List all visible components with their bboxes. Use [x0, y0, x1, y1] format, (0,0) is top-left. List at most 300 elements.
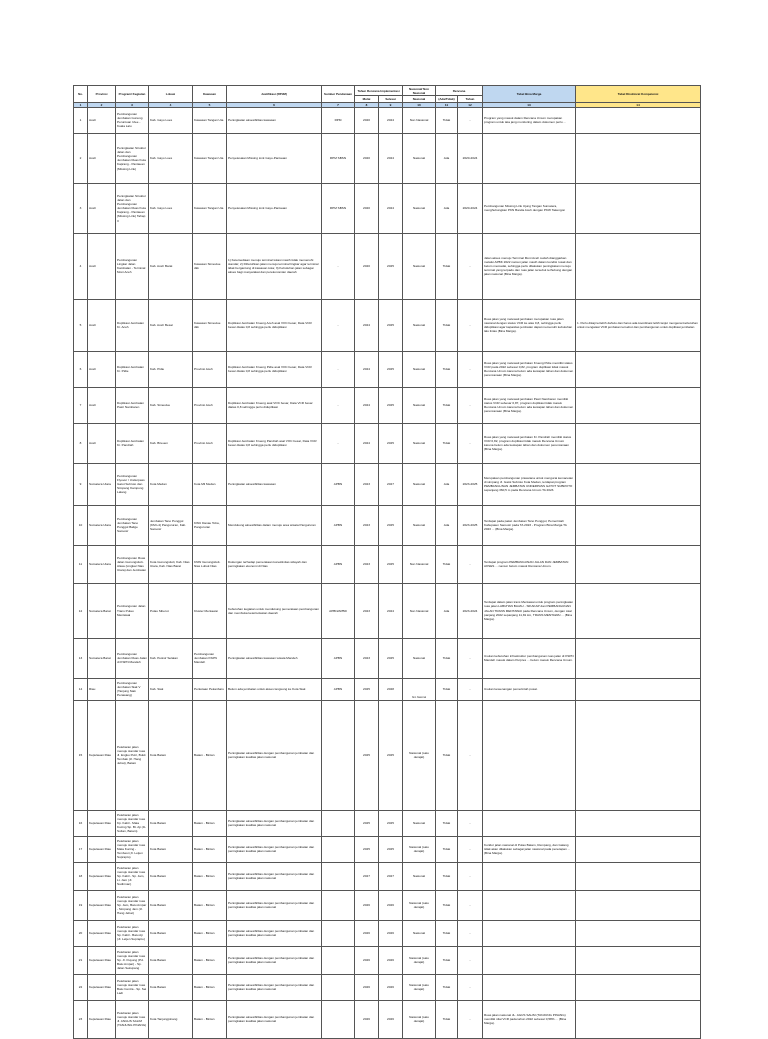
- row-tabel-bina: Terdapat dalam jalan trans Mentawai untuk program peningkatan ruas jalan LABUHAN BAJAU - SIKAKAP dan PEMBANGUNAN JALAN TRANS MENTAWAI pada Rencana Umum, dengan total panjang 2022 sepanjang 11,81 km, TRANS MENTAWAI ... (Bina Marga).: [483, 583, 576, 638]
- row-tahun: -: [458, 233, 483, 299]
- row-kawasan: Kawasan Tangan Uta: [193, 183, 227, 233]
- row-sumber: -: [322, 233, 355, 299]
- row-program: Pelebaran jalan menuju standar ruas Jl. ANGUS SALIM (TANJUNG PINANG): [116, 1000, 149, 1038]
- row-provinsi: Kepulauan Riau: [88, 700, 116, 810]
- row-tabel-direktorat: [576, 133, 701, 183]
- row-sumber: [322, 890, 355, 920]
- row-selesai: 2025: [379, 505, 403, 545]
- row-tabel-direktorat: [576, 107, 701, 133]
- row-tabel-direktorat: [576, 678, 701, 700]
- row-lokasi: Kota Batam: [149, 836, 193, 862]
- row-selesai: 2026: [379, 946, 403, 974]
- row-number: 2: [74, 133, 88, 183]
- row-mulai: 2026: [355, 946, 379, 974]
- row-number: 13: [74, 638, 88, 678]
- row-program: Duplikasi Jembatan Kr. Pandrah: [116, 423, 149, 463]
- row-kawasan: Kawasan Simeulue dkk: [193, 233, 227, 299]
- row-selesai: 2024: [379, 107, 403, 133]
- row-tabel-direktorat: [576, 351, 701, 387]
- row-sumber: [322, 862, 355, 890]
- row-selesai: 2027: [379, 862, 403, 890]
- row-tabel-bina: Ruas jalan yang melewati jembatan merupakan ruas jalan nasional dengan status VCR ke atas 0,8, sehingga perlu diduplikasi agar kapasitas jembatan dapat memenuhi kebutuhan lalu lintas (Bina Marga).: [483, 299, 576, 351]
- row-sumber: APBN: [322, 463, 355, 505]
- row-number: 4: [74, 233, 88, 299]
- row-provinsi: Kepulauan Riau: [88, 920, 116, 946]
- row-tabel-direktorat: [576, 583, 701, 638]
- row-tahun: -: [458, 946, 483, 974]
- row-kawasan: Batam - Bintan: [193, 862, 227, 890]
- row-justifikasi: Kebutuhan kegiatan untuk mendukung pemerataan pembangunan dan membuka keterisolasian daerah: [227, 583, 322, 638]
- row-program: Pembangunan Jembatan Tano Ponggol Balige Samosir: [116, 505, 149, 545]
- row-selesai: 2025: [379, 545, 403, 583]
- row-justifikasi: Belum ada jembatan untuk akses langsung ke Kota Siak: [227, 678, 322, 700]
- row-selesai: 2028: [379, 678, 403, 700]
- header-ada-tidak: (Ada/Tidak): [436, 96, 458, 102]
- row-mulai: 2026: [355, 920, 379, 946]
- row-lokasi: Kota Tanjungpinang: [149, 1000, 193, 1038]
- row-nasional: Nasional: [403, 505, 436, 545]
- row-mulai: 2023: [355, 583, 379, 638]
- row-nasional: Nasional: [403, 133, 436, 183]
- row-nasional: Non Nasional: [403, 583, 436, 638]
- col-number: 4: [149, 102, 193, 107]
- row-ada-tidak: Tidak: [436, 946, 458, 974]
- row-ada-tidak: Tidak: [436, 299, 458, 351]
- row-nasional: Nasional (satu derajat): [403, 946, 436, 974]
- row-program: Pelebaran jalan menuju standar ruas Sp. Kabil - Batu Aji (Jl. Letjen Suprapto): [116, 920, 149, 946]
- header-tahun: Tahun: [458, 96, 483, 102]
- row-tabel-direktorat: [576, 638, 701, 678]
- row-lokasi: Kab. Simeulue: [149, 387, 193, 423]
- row-kawasan: Kawasan Tangan Uta: [193, 107, 227, 133]
- row-selesai: 2026: [379, 1000, 403, 1038]
- row-provinsi: Sumatera Barat: [88, 583, 116, 638]
- row-sumber: RPM: [322, 107, 355, 133]
- row-tabel-bina: [483, 890, 576, 920]
- row-program: Duplikasi Jembatan Pasir Nambaren: [116, 387, 149, 423]
- row-tabel-direktorat: [576, 387, 701, 423]
- row-lokasi: Kota Batam: [149, 920, 193, 946]
- row-selesai: 2025: [379, 836, 403, 862]
- row-ada-tidak: Tidak: [436, 233, 458, 299]
- row-nasional: Non Nasional: [403, 545, 436, 583]
- row-nasional: Nasional: [403, 638, 436, 678]
- row-ada-tidak: Tidak: [436, 836, 458, 862]
- row-selesai: 2025: [379, 299, 403, 351]
- col-number: 10: [403, 102, 436, 107]
- row-mulai: 2025: [355, 700, 379, 810]
- row-lokasi: Kota Batam: [149, 810, 193, 836]
- row-kawasan: Batam - Bintan: [193, 974, 227, 1000]
- row-tabel-bina: Jalan akses menuju Terminal Moni Aceh sudah dianggarkan melalui APBK 2022 namun jalan masih dalam kondisi rusak dan belum memadai, sehingga perlu dilakukan peningkatan menuju terminal yang terpadu dan ruas jalan tersebut terhubung dengan jalan nasional (Bina Marga).: [483, 233, 576, 299]
- row-ada-tidak: Tidak: [436, 638, 458, 678]
- row-ada-tidak: Ada: [436, 505, 458, 545]
- row-ada-tidak: Tidak: [436, 387, 458, 423]
- row-provinsi: Aceh: [88, 233, 116, 299]
- table-row: [74, 810, 701, 836]
- row-nasional: Non Nasional: [403, 107, 436, 133]
- row-number: 7: [74, 387, 88, 423]
- row-tabel-bina: Terdapat pada paket Jembatan Tano Ponggol, Pemerintah Kabupaten Samosir pada TA 2023 - Program Bina Marga TA 2023 ... (Bina Marga).: [483, 505, 576, 545]
- row-tahun: -: [458, 351, 483, 387]
- row-tahun: 2023-2025: [458, 505, 483, 545]
- table-row: [74, 387, 701, 423]
- row-justifikasi: Peningkatan aksesibilitas dengan pembangunan jembatan dan peningkatan kualitas jalan nasional: [227, 920, 322, 946]
- row-number: 5: [74, 299, 88, 351]
- row-kawasan: Provinsi Aceh: [193, 351, 227, 387]
- col-number: 1: [74, 102, 88, 107]
- col-number: 12: [458, 102, 483, 107]
- row-tabel-bina: Pembangunan Missing Link Ujung Tangan Sumatera, menghubungkan PKN Banda Aceh dengan PKW Takengon: [483, 183, 576, 233]
- row-selesai: 2025: [379, 700, 403, 810]
- row-number: 16: [74, 810, 88, 836]
- row-kawasan: Batam - Bintan: [193, 700, 227, 810]
- row-provinsi: Aceh: [88, 387, 116, 423]
- row-tabel-direktorat: [576, 423, 701, 463]
- row-ada-tidak: Tidak: [436, 1000, 458, 1038]
- row-justifikasi: Peningkatan aksesibilitas dengan pembangunan jembatan dan peningkatan kualitas jalan nasional: [227, 836, 322, 862]
- row-sumber: [322, 836, 355, 862]
- table-row: [74, 299, 701, 351]
- row-ada-tidak: Tidak: [436, 700, 458, 810]
- row-tabel-bina: [483, 920, 576, 946]
- row-sumber: APBN: [322, 505, 355, 545]
- table-header: [74, 86, 701, 103]
- table-row: [74, 836, 701, 862]
- row-program: Pembangunan Ruas Jalan Gunungsitoli-Alasa (Lingkar Nias Utara) dan Jembatan: [116, 545, 149, 583]
- row-kawasan: Provinsi Aceh: [193, 387, 227, 423]
- col-number: 3: [116, 102, 149, 107]
- row-tabel-direktorat: [576, 974, 701, 1000]
- row-ada-tidak: Tidak: [436, 545, 458, 583]
- row-mulai: 2025: [355, 836, 379, 862]
- row-justifikasi: Peningkatan aksesibilitas kawasan wisata Mandeh: [227, 638, 322, 678]
- row-program: Pelebaran jalan menuju standar ruas Sp. Jl. Duyung (Pd. Batu Ampar) - Sp. Jalan Sekupang: [116, 946, 149, 974]
- row-kawasan: Batam - Bintan: [193, 810, 227, 836]
- col-number: 14: [576, 102, 701, 107]
- row-mulai: 2023: [355, 638, 379, 678]
- row-ada-tidak: Tidak: [436, 351, 458, 387]
- col-number: 5: [193, 102, 227, 107]
- row-tabel-bina: Ruas jalan yang melewati jembatan Pasir Nambaren memiliki status VCR sebesar 0,87, program duplikasi tidak masuk Rencana Umum karena belum ada kesiapan lahan dan dokumen perencanaan (Bina Marga).: [483, 387, 576, 423]
- row-sumber: [322, 920, 355, 946]
- row-justifikasi: Peningkatan aksesibilitas dengan pembangunan jembatan dan peningkatan kualitas jalan nasional: [227, 974, 322, 1000]
- row-provinsi: Kepulauan Riau: [88, 946, 116, 974]
- header-mulai: Mulai: [355, 96, 379, 102]
- row-mulai: 2020: [355, 183, 379, 233]
- row-tahun: -: [458, 423, 483, 463]
- row-tabel-bina: [483, 946, 576, 974]
- row-mulai: 2020: [355, 233, 379, 299]
- row-provinsi: Riau: [88, 678, 116, 700]
- row-justifikasi: 1) Ketersediaan menuju terminal lokasi masih tidak memenuhi standar; 2) Dibutuhkan jalan menuju terminal lingkar agar terminal tidak bergantung di kawasan kota; 3) Kebutuhan jalan sebagai akses bagi masyarakat dan perekonomian daerah: [227, 233, 322, 299]
- row-mulai: 2023: [355, 505, 379, 545]
- row-selesai: 2024: [379, 133, 403, 183]
- row-lokasi: Kab. Bireuen: [149, 423, 193, 463]
- row-tabel-bina: [483, 700, 576, 810]
- row-lokasi: Kab. Aceh Besar: [149, 299, 193, 351]
- row-mulai: 2024: [355, 299, 379, 351]
- table-row: [74, 351, 701, 387]
- row-nasional: Nasional: [403, 351, 436, 387]
- row-justifikasi: Peningkatan aksesibilitas dengan pembangunan jembatan dan peningkatan kualitas jalan nasional: [227, 700, 322, 810]
- row-tabel-direktorat: [576, 810, 701, 836]
- row-tabel-bina: [483, 974, 576, 1000]
- row-number: 8: [74, 423, 88, 463]
- row-ada-tidak: Tidak: [436, 810, 458, 836]
- row-justifikasi: Duplikasi Jembatan Krueng Aceh asal VOC besar, Data VCR besar diatas 0,8 sehingga perlu diduplikasi: [227, 299, 322, 351]
- row-tabel-bina: Usulan kewenangan pemerintah pusat.: [483, 678, 576, 700]
- row-nasional: Nasional: [403, 463, 436, 505]
- table-row: [74, 463, 701, 505]
- row-ada-tidak: Tidak: [436, 107, 458, 133]
- row-number: 23: [74, 1000, 88, 1038]
- row-tabel-direktorat: [576, 862, 701, 890]
- table-row: [74, 638, 701, 678]
- row-nasional: Nasional (satu derajat): [403, 974, 436, 1000]
- row-number: 17: [74, 836, 88, 862]
- header-nasional: Nasional: [403, 96, 436, 102]
- row-provinsi: Sumatera Barat: [88, 638, 116, 678]
- row-number: 22: [74, 974, 88, 1000]
- header-program: Program/ Kegiatan: [116, 86, 149, 103]
- row-selesai: 2025: [379, 351, 403, 387]
- row-tahun: -: [458, 810, 483, 836]
- row-nasional: Nasional: [403, 810, 436, 836]
- row-number: 12: [74, 583, 88, 638]
- row-justifikasi: Peningkatan aksesibilitas kawasan: [227, 107, 322, 133]
- row-number: 21: [74, 946, 88, 974]
- row-nasional: Nasional: [403, 862, 436, 890]
- row-provinsi: Aceh: [88, 351, 116, 387]
- row-number: 3: [74, 183, 88, 233]
- row-lokasi: Kota Batam: [149, 890, 193, 920]
- row-tabel-direktorat: [576, 1000, 701, 1038]
- row-program: Peningkatan Struktur Jalan dan Pembangunan Jembatan Ruas Kuta Kaprang - Pantauan (Missing Link): [116, 133, 149, 183]
- row-justifikasi: Dukungan terhadap pemerataan konektivitas wilayah dan peningkatan ekonomi di Nias: [227, 545, 322, 583]
- row-lokasi: Jembatan Tano Ponggol (KM.L4) Pangururan, Kab. Samosir: [149, 505, 193, 545]
- row-kawasan: Perkotaan Pekanbaru: [193, 678, 227, 700]
- row-selesai: 2025: [379, 810, 403, 836]
- row-tahun: -: [458, 387, 483, 423]
- row-lokasi: Kab. Siak: [149, 678, 193, 700]
- header-nasional-group: Nasional/ Non Nasional: [403, 86, 436, 96]
- row-tabel-bina: Usulan kebutuhan infrastruktur pembangunan ruas jalan di KSPN Mandeh masuk dalam Perpres ... belum masuk Rencana Umum.: [483, 638, 576, 678]
- row-provinsi: Aceh: [88, 183, 116, 233]
- table-row: [74, 890, 701, 920]
- row-program: Pelebaran jalan menuju standar ruas Sp. Jam, Batu Ampar - Simpang Jam (Jl. Hang Jebat): [116, 890, 149, 920]
- row-provinsi: Kepulauan Riau: [88, 836, 116, 862]
- row-nasional: Nasional (satu derajat): [403, 890, 436, 920]
- row-lokasi: Kab. Aceh Barat: [149, 233, 193, 299]
- col-number: 2: [88, 102, 116, 107]
- row-ada-tidak: Tidak: [436, 423, 458, 463]
- row-kawasan: Pembangunan Jembatan KSPN Mandeh: [193, 638, 227, 678]
- row-justifikasi: Penyelesaian Missing Link Gayo-Pantauan: [227, 183, 322, 233]
- row-sumber: [322, 1000, 355, 1038]
- row-sumber: APBN: [322, 678, 355, 700]
- row-justifikasi: Peningkatan aksesibilitas dengan pembangunan jembatan dan peningkatan kualitas jalan nasional: [227, 810, 322, 836]
- row-justifikasi: Peningkatan aksesibilitas kawasan: [227, 463, 322, 505]
- row-lokasi: Kota Medan: [149, 463, 193, 505]
- row-lokasi: Kab. Pesisir Selatan: [149, 638, 193, 678]
- row-number: 18: [74, 862, 88, 890]
- table-row: [74, 233, 701, 299]
- row-mulai: 2025: [355, 678, 379, 700]
- header-lokasi: Lokasi: [149, 86, 193, 103]
- row-ada-tidak: Tidak: [436, 920, 458, 946]
- row-sumber: -: [322, 423, 355, 463]
- row-tabel-direktorat: [576, 183, 701, 233]
- row-sumber: [322, 810, 355, 836]
- table-row: [74, 1000, 701, 1038]
- row-provinsi: Kepulauan Riau: [88, 890, 116, 920]
- row-tahun: -: [458, 862, 483, 890]
- row-sumber: RPM SBSN: [322, 183, 355, 233]
- row-nasional: Nasional (satu derajat): [403, 1000, 436, 1038]
- row-tabel-bina: Terdapat program PEMBANGUNAN JALAN DAN JEMBATAN AKSES ... namun belum masuk Rencana Umum.: [483, 545, 576, 583]
- row-justifikasi: Mendukung aksesibilitas dalam menuju area wisata Pangururan: [227, 505, 322, 545]
- row-lokasi: Kota Batam: [149, 946, 193, 974]
- table-row: [74, 545, 701, 583]
- row-nasional: Nasional: [403, 387, 436, 423]
- row-justifikasi: Penyelesaian Missing Link Gayo-Pantauan: [227, 133, 322, 183]
- row-tabel-bina: Merupakan pembangunan prasarana untuk mengurai kemacetan di simpang Jl. Gatot Subroto Kota Medan, terdapat program PEMBANGUNAN JEMBATAN UNDERPASS GATOT SUBROTO sepanjang 360,5 m pada Rencana Umum TA 2023.: [483, 463, 576, 505]
- row-mulai: 2023: [355, 463, 379, 505]
- row-kawasan: Kluster Mentawai: [193, 583, 227, 638]
- row-lokasi: Pulau Siberut: [149, 583, 193, 638]
- row-lokasi: Kota Batam: [149, 700, 193, 810]
- row-tabel-direktorat: [576, 920, 701, 946]
- row-mulai: 2020: [355, 107, 379, 133]
- row-sumber: APBN: [322, 545, 355, 583]
- col-number: 8: [355, 102, 379, 107]
- row-kawasan: Kota Mil Medan: [193, 463, 227, 505]
- header-tahun-group: Tahun Rencana Implementasi: [355, 86, 403, 96]
- row-sumber: [322, 700, 355, 810]
- col-number: 6: [227, 102, 322, 107]
- row-nasional-note: Non Nasional: [411, 695, 427, 699]
- row-kawasan: Batam - Bintan: [193, 890, 227, 920]
- table-row: [74, 946, 701, 974]
- row-program: Pelebaran jalan menuju standar ruas Jl. Engku Putri, Bukit Tembak (Jl. Hang Jebat), Batam: [116, 700, 149, 810]
- row-justifikasi: Duplikasi Jembatan Krueng Pidie asal VOC besar, Data VCR besar diatas 0,8 sehingga perlu diduplikasi: [227, 351, 322, 387]
- col-number: 9: [379, 102, 403, 107]
- row-justifikasi: Duplikasi Jembatan Krueng Pandrah asal VOC besar, Data VCR besar diatas 0,8 sehingga perlu diduplikasi: [227, 423, 322, 463]
- row-kawasan: Batam - Bintan: [193, 946, 227, 974]
- row-provinsi: Kepulauan Riau: [88, 974, 116, 1000]
- row-tabel-bina: [483, 862, 576, 890]
- row-sumber: APBN/APBD: [322, 583, 355, 638]
- row-tabel-bina: Program yang masuk dalam Rencana Umum merupakan program untuk tata jang monitoring dalam dokumen perlu ...: [483, 107, 576, 133]
- row-tahun: 2023-2025: [458, 463, 483, 505]
- row-tabel-direktorat: [576, 505, 701, 545]
- row-nasional: Nasional: [403, 423, 436, 463]
- row-number: 10: [74, 505, 88, 545]
- row-number: 19: [74, 890, 88, 920]
- table-row: [74, 183, 701, 233]
- row-nasional: [403, 678, 436, 700]
- row-tabel-direktorat: [576, 946, 701, 974]
- row-ada-tidak: Ada: [436, 183, 458, 233]
- row-provinsi: Sumatera Utara: [88, 545, 116, 583]
- row-tahun: -: [458, 638, 483, 678]
- row-mulai: 2026: [355, 890, 379, 920]
- table-row: [74, 583, 701, 638]
- row-lokasi: Kab. Gayo Lues: [149, 133, 193, 183]
- col-number: 7: [322, 102, 355, 107]
- header-tabel-bina: Tabel Bina Marga: [483, 86, 576, 103]
- row-nasional: Nasional (satu derajat): [403, 836, 436, 862]
- row-tabel-bina: [483, 810, 576, 836]
- row-ada-tidak: Tidak: [436, 862, 458, 890]
- row-sumber: -: [322, 299, 355, 351]
- row-tabel-bina: Koridor jalan nasional di Pulau Batam, Rempang, dan Galang tidak akan dilakukan sebagai jalan nasional pada penetapan ... (Bina Marga).: [483, 836, 576, 862]
- row-ada-tidak: Tidak: [436, 974, 458, 1000]
- row-kawasan: Batam - Bintan: [193, 836, 227, 862]
- header-tabel-direktorat: Tabel Direktorat Kompetensi: [576, 86, 701, 103]
- row-tahun: -: [458, 974, 483, 1000]
- row-tabel-bina: [483, 133, 576, 183]
- table-row: [74, 862, 701, 890]
- header-rencana-group: Rencana: [436, 86, 483, 96]
- row-mulai: 2024: [355, 423, 379, 463]
- row-number: 20: [74, 920, 88, 946]
- row-kawasan: Kawasan Simeulue dkk: [193, 299, 227, 351]
- row-kawasan: Kawasan Tangan Uta: [193, 133, 227, 183]
- row-mulai: 2020: [355, 133, 379, 183]
- row-provinsi: Aceh: [88, 299, 116, 351]
- row-tabel-direktorat: [576, 836, 701, 862]
- row-nasional: Nasional: [403, 299, 436, 351]
- row-number: 9: [74, 463, 88, 505]
- row-sumber: APBN: [322, 638, 355, 678]
- row-provinsi: Sumatera Utara: [88, 463, 116, 505]
- row-lokasi: Kab. Gayo Lues: [149, 183, 193, 233]
- row-tabel-direktorat: [576, 463, 701, 505]
- row-number: 1: [74, 107, 88, 133]
- row-justifikasi: Peningkatan aksesibilitas dengan pembangunan jembatan dan peningkatan kualitas jalan nasional: [227, 862, 322, 890]
- row-tabel-direktorat: [576, 545, 701, 583]
- row-lokasi: Kab. Pidie: [149, 351, 193, 387]
- document-sheet: [73, 85, 700, 1039]
- row-mulai: 2026: [355, 974, 379, 1000]
- header-kawasan: Kawasan: [193, 86, 227, 103]
- row-kawasan: Provinsi Aceh: [193, 423, 227, 463]
- row-program: Pelebaran jalan menuju standar ruas Mata Kucing - Tembesi (Jl. Letjen Suprapto): [116, 836, 149, 862]
- row-selesai: 2026: [379, 920, 403, 946]
- row-program: Pelebaran jalan menuju standar ruas Kp. Kabil - Mata Kucing Sp. Bt. Aji (JL Sultan, Batam): [116, 810, 149, 836]
- row-program: Pembangunan Lingkar Jalan Kambalan - Terminal Moni Aceh: [116, 233, 149, 299]
- row-tahun: -: [458, 545, 483, 583]
- row-sumber: -: [322, 351, 355, 387]
- row-selesai: 2025: [379, 423, 403, 463]
- row-provinsi: Kepulauan Riau: [88, 1000, 116, 1038]
- row-tahun: -: [458, 920, 483, 946]
- row-ada-tidak: Tidak: [436, 678, 458, 700]
- row-mulai: 2023: [355, 545, 379, 583]
- row-justifikasi: Duplikasi Jembatan Krueng asal VOC besar, Data VCR besar diatas 0,8 sehingga perlu diduplikasi: [227, 387, 322, 423]
- row-tahun: -: [458, 836, 483, 862]
- row-provinsi: Aceh: [88, 107, 116, 133]
- row-tabel-bina: Ruas jalan yang melewati jembatan Kr. Pandrah memiliki status VCR 0,82, program duplikasi tidak masuk Rencana Umum karena belum ada kesiapan lahan dan dokumen perencanaan (Bina Marga).: [483, 423, 576, 463]
- row-selesai: 2024: [379, 183, 403, 233]
- row-ada-tidak: Ada: [436, 583, 458, 638]
- row-number: 11: [74, 545, 88, 583]
- row-ada-tidak: Ada: [436, 133, 458, 183]
- row-nasional: Nasional: [403, 920, 436, 946]
- row-tahun: 2023-2024: [458, 583, 483, 638]
